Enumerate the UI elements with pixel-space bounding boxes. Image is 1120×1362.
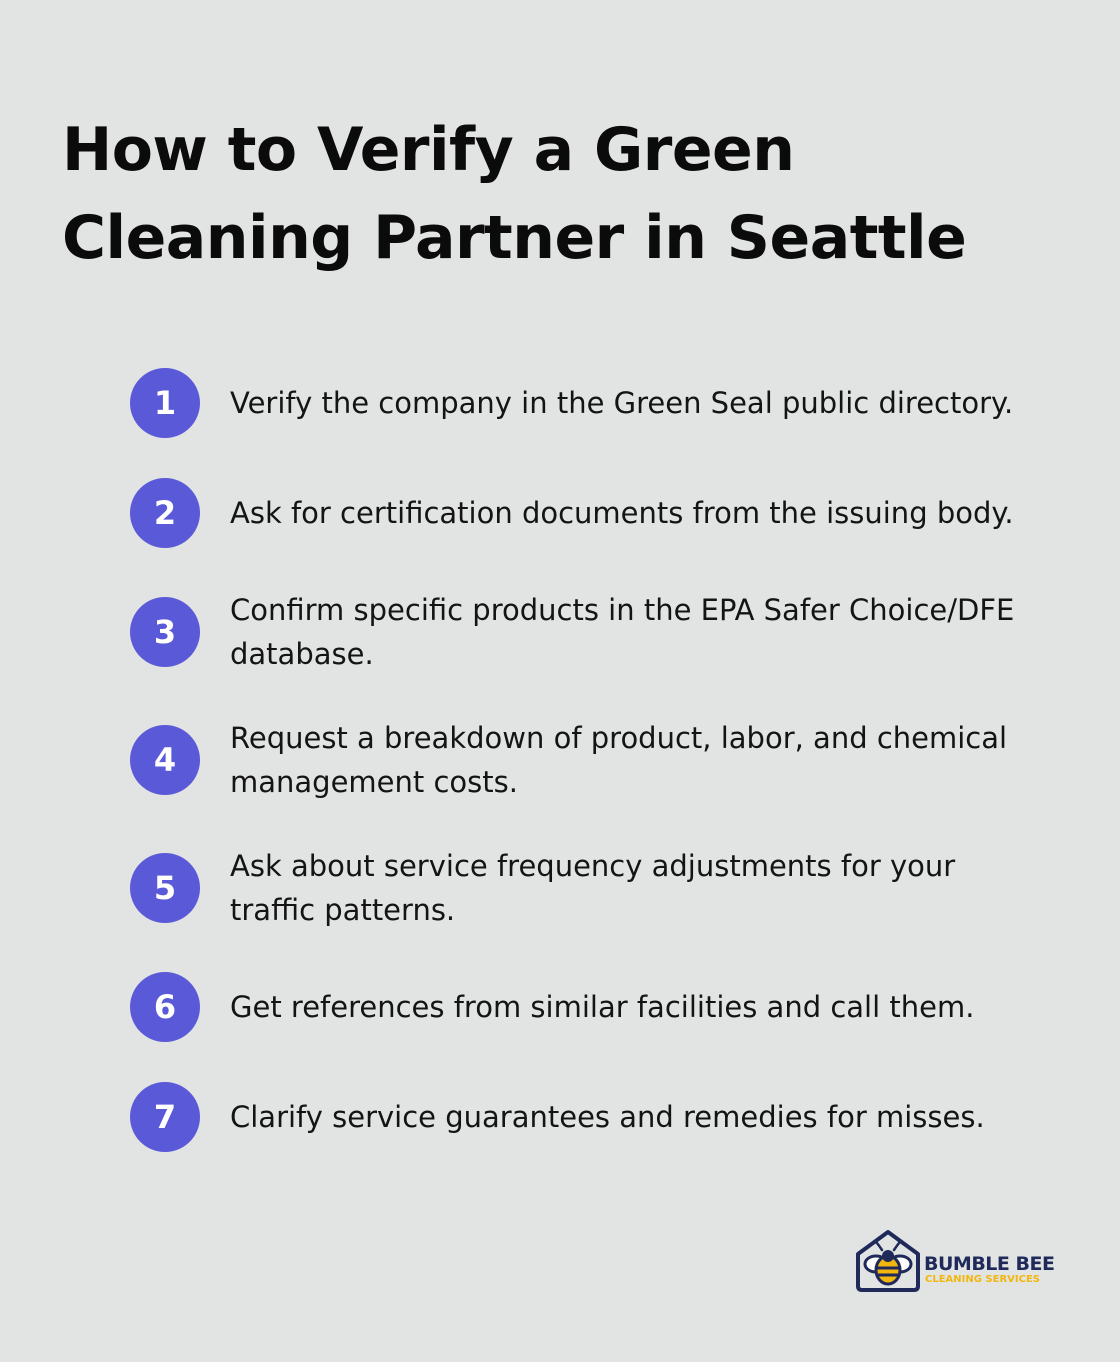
step-item: [130, 588, 1050, 676]
step-item: [130, 1082, 1050, 1152]
step-item: [130, 972, 1050, 1042]
step-number-badge: 6: [130, 972, 200, 1042]
step-item: [130, 368, 1050, 438]
step-number-badge: 3: [130, 597, 200, 667]
step-item: [130, 844, 1050, 932]
step-number-badge: 4: [130, 725, 200, 795]
step-number-badge: 1: [130, 368, 200, 438]
logo-tagline: CLEANING SERVICES: [925, 1274, 1040, 1285]
bee-house-icon: [852, 1226, 924, 1296]
company-logo: [852, 1226, 1062, 1296]
step-text: Verify the company in the Green Seal public directory.: [230, 386, 1014, 420]
step-item: [130, 716, 1050, 804]
step-number-badge: 7: [130, 1082, 200, 1152]
step-item: [130, 478, 1050, 548]
page-title: How to Verify a Green Cleaning Partner in Seattle: [62, 115, 967, 273]
step-text: Ask about service frequency adjustments for your traffic patterns.: [230, 849, 956, 927]
step-number-badge: 2: [130, 478, 200, 548]
step-text: Get references from similar facilities and call them.: [230, 990, 975, 1024]
step-text: Clarify service guarantees and remedies for misses.: [230, 1100, 985, 1134]
step-text: Ask for certification documents from the issuing body.: [230, 496, 1014, 530]
logo-wordmark: BUMBLE BEE: [924, 1253, 1055, 1275]
step-number-badge: 5: [130, 853, 200, 923]
step-text: Request a breakdown of product, labor, and chemical management costs.: [230, 721, 1008, 799]
step-text: Confirm specific products in the EPA Safer Choice/DFE database.: [230, 593, 1015, 671]
